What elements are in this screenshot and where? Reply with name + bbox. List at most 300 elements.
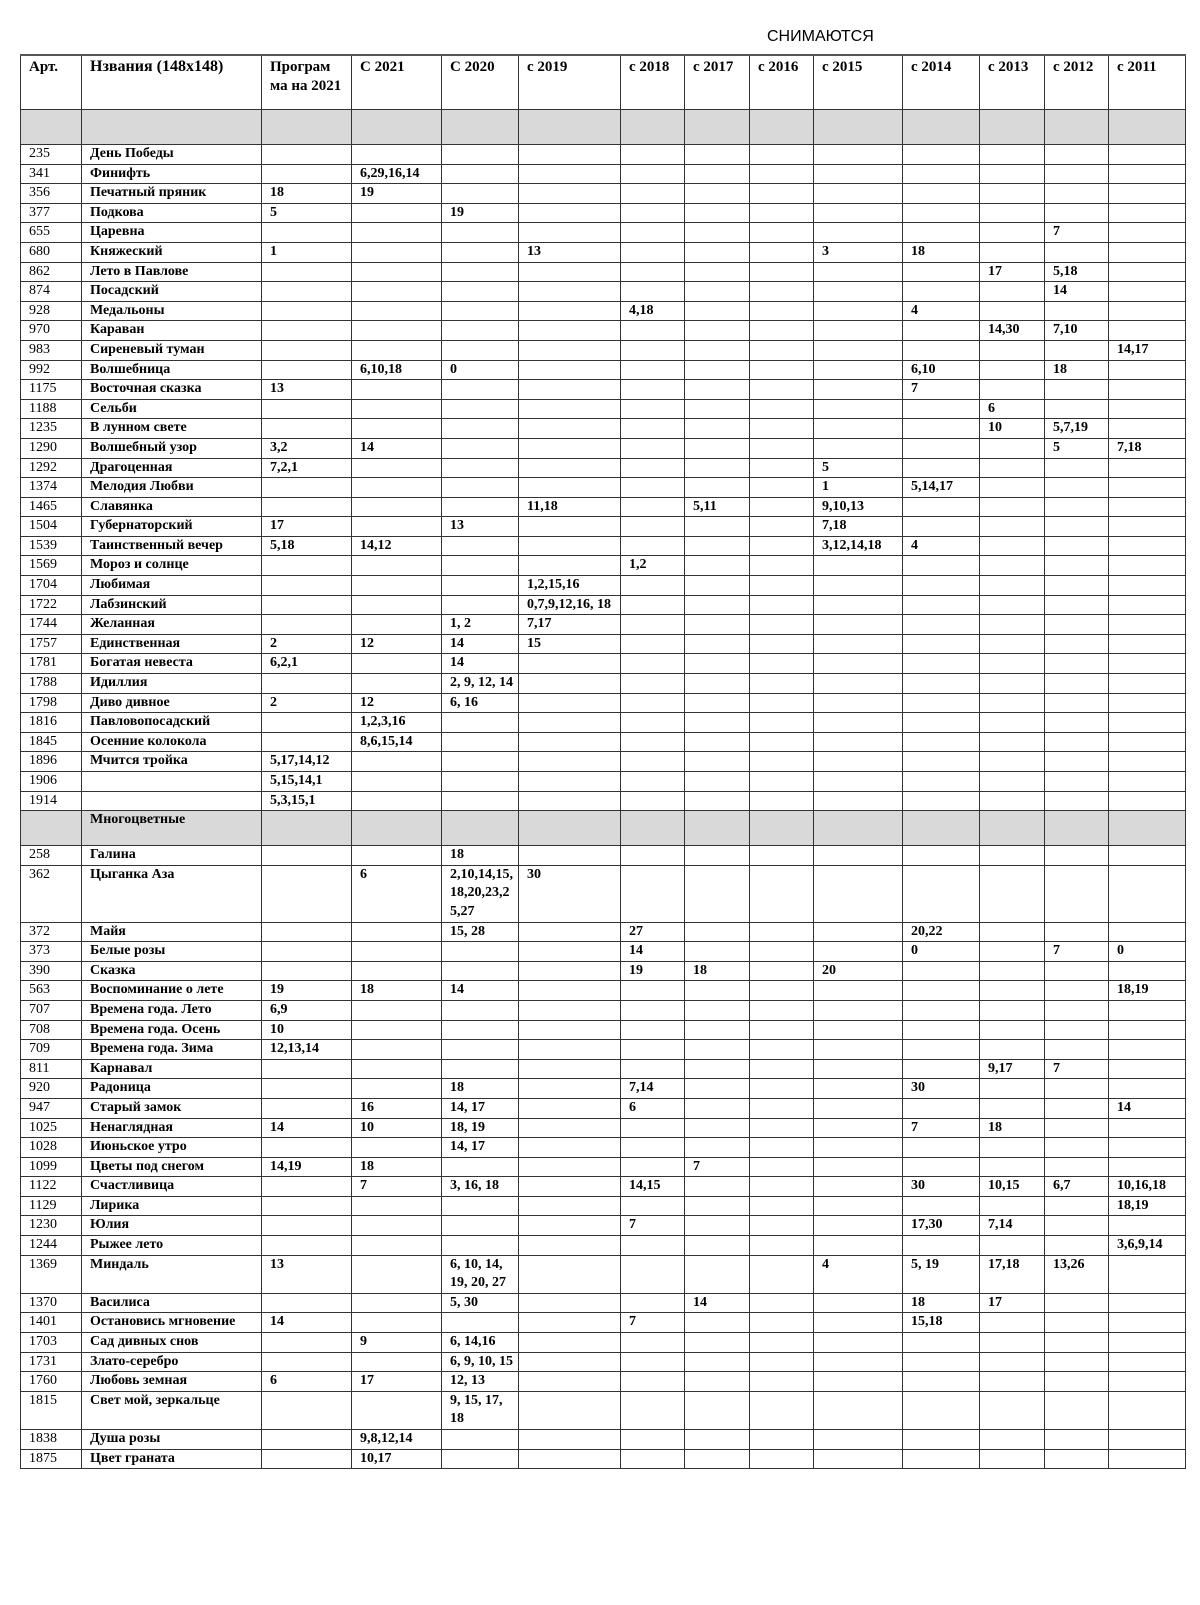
cell-since-2011 bbox=[1109, 693, 1186, 713]
cell-since-2019 bbox=[519, 478, 621, 498]
cell-since-2017 bbox=[685, 811, 750, 846]
cell-since-2014 bbox=[903, 1040, 980, 1060]
cell-since-2014: 0 bbox=[903, 942, 980, 962]
cell-since-2013 bbox=[980, 242, 1045, 262]
table-row bbox=[21, 438, 1186, 458]
cell-since-2017 bbox=[685, 922, 750, 942]
cell-art: 1099 bbox=[21, 1157, 82, 1177]
cell-name bbox=[82, 110, 262, 145]
cell-since-2016 bbox=[750, 654, 814, 674]
cell-since-2017 bbox=[685, 713, 750, 733]
cell-since-2017 bbox=[685, 1098, 750, 1118]
cell-program-2021: 5,18 bbox=[262, 536, 352, 556]
cell-name: Осенние колокола bbox=[82, 732, 262, 752]
table-row bbox=[21, 282, 1186, 302]
cell-since-2011 bbox=[1109, 752, 1186, 772]
cell-since-2012 bbox=[1045, 340, 1109, 360]
table-row bbox=[21, 1196, 1186, 1216]
table-row bbox=[21, 1333, 1186, 1353]
cell-since-2017 bbox=[685, 399, 750, 419]
cell-since-2012 bbox=[1045, 242, 1109, 262]
cell-since-2021 bbox=[352, 674, 442, 694]
cell-art: 1290 bbox=[21, 438, 82, 458]
cell-since-2018 bbox=[621, 145, 685, 165]
cell-art: 1025 bbox=[21, 1118, 82, 1138]
cell-since-2020: 14 bbox=[442, 634, 519, 654]
cell-since-2016 bbox=[750, 1216, 814, 1236]
cell-since-2012 bbox=[1045, 497, 1109, 517]
cell-since-2017 bbox=[685, 556, 750, 576]
cell-name: Многоцветные bbox=[82, 811, 262, 846]
cell-since-2018: 14,15 bbox=[621, 1177, 685, 1197]
cell-since-2018: 27 bbox=[621, 922, 685, 942]
cell-program-2021 bbox=[262, 1293, 352, 1313]
cell-since-2011 bbox=[1109, 1333, 1186, 1353]
cell-since-2018 bbox=[621, 791, 685, 811]
cell-since-2018 bbox=[621, 1293, 685, 1313]
cell-name: Финифть bbox=[82, 164, 262, 184]
cell-program-2021 bbox=[262, 399, 352, 419]
cell-since-2016 bbox=[750, 262, 814, 282]
cell-since-2014 bbox=[903, 282, 980, 302]
cell-since-2015 bbox=[814, 282, 903, 302]
cell-since-2015 bbox=[814, 981, 903, 1001]
cell-since-2021: 12 bbox=[352, 634, 442, 654]
cell-since-2013 bbox=[980, 1138, 1045, 1158]
cell-since-2016 bbox=[750, 615, 814, 635]
cell-since-2011 bbox=[1109, 772, 1186, 792]
cell-since-2021: 14 bbox=[352, 438, 442, 458]
cell-since-2012: 18 bbox=[1045, 360, 1109, 380]
cell-since-2016 bbox=[750, 282, 814, 302]
cell-since-2013 bbox=[980, 595, 1045, 615]
cell-art: 1539 bbox=[21, 536, 82, 556]
cell-since-2011 bbox=[1109, 478, 1186, 498]
table-row bbox=[21, 458, 1186, 478]
cell-since-2016 bbox=[750, 1352, 814, 1372]
cell-since-2015 bbox=[814, 184, 903, 204]
cell-since-2013 bbox=[980, 1372, 1045, 1392]
cell-since-2015 bbox=[814, 752, 903, 772]
cell-since-2014 bbox=[903, 772, 980, 792]
cell-since-2013: 17,18 bbox=[980, 1255, 1045, 1293]
cell-since-2021 bbox=[352, 1293, 442, 1313]
cell-since-2018 bbox=[621, 1196, 685, 1216]
cell-since-2018 bbox=[621, 321, 685, 341]
cell-since-2020: 9, 15, 17, 18 bbox=[442, 1391, 519, 1429]
cell-since-2019 bbox=[519, 110, 621, 145]
cell-since-2020 bbox=[442, 380, 519, 400]
cell-since-2018: 19 bbox=[621, 961, 685, 981]
cell-since-2020: 3, 16, 18 bbox=[442, 1177, 519, 1197]
cell-since-2016 bbox=[750, 242, 814, 262]
cell-since-2018 bbox=[621, 1372, 685, 1392]
cell-since-2015 bbox=[814, 438, 903, 458]
cell-since-2020 bbox=[442, 595, 519, 615]
cell-since-2017 bbox=[685, 772, 750, 792]
cell-since-2011 bbox=[1109, 380, 1186, 400]
cell-since-2012 bbox=[1045, 1236, 1109, 1256]
cell-since-2016 bbox=[750, 438, 814, 458]
cell-program-2021: 10 bbox=[262, 1020, 352, 1040]
cell-since-2015 bbox=[814, 1196, 903, 1216]
cell-since-2014: 18 bbox=[903, 1293, 980, 1313]
cell-since-2013 bbox=[980, 1449, 1045, 1469]
table-row bbox=[21, 693, 1186, 713]
cell-program-2021 bbox=[262, 360, 352, 380]
cell-since-2021 bbox=[352, 1196, 442, 1216]
cell-since-2013 bbox=[980, 615, 1045, 635]
cell-art: 1704 bbox=[21, 576, 82, 596]
cell-since-2016 bbox=[750, 595, 814, 615]
cell-since-2013 bbox=[980, 438, 1045, 458]
cell-since-2016 bbox=[750, 713, 814, 733]
cell-since-2017: 7 bbox=[685, 1157, 750, 1177]
cell-art: 707 bbox=[21, 1000, 82, 1020]
cell-art: 1838 bbox=[21, 1430, 82, 1450]
table-row bbox=[21, 981, 1186, 1001]
cell-since-2017 bbox=[685, 1040, 750, 1060]
cell-since-2020: 18, 19 bbox=[442, 1118, 519, 1138]
cell-since-2012 bbox=[1045, 981, 1109, 1001]
cell-program-2021: 5,15,14,1 bbox=[262, 772, 352, 792]
cell-since-2019 bbox=[519, 203, 621, 223]
cell-name: Восточная сказка bbox=[82, 380, 262, 400]
cell-since-2017 bbox=[685, 865, 750, 922]
cell-since-2019 bbox=[519, 1098, 621, 1118]
cell-since-2019 bbox=[519, 752, 621, 772]
cell-art: 1504 bbox=[21, 517, 82, 537]
cell-since-2021 bbox=[352, 556, 442, 576]
cell-since-2016 bbox=[750, 145, 814, 165]
cell-since-2021 bbox=[352, 752, 442, 772]
cell-since-2019 bbox=[519, 1391, 621, 1429]
cell-since-2016 bbox=[750, 1255, 814, 1293]
cell-since-2011 bbox=[1109, 576, 1186, 596]
cell-since-2011 bbox=[1109, 1000, 1186, 1020]
cell-since-2017 bbox=[685, 1079, 750, 1099]
cell-since-2012 bbox=[1045, 164, 1109, 184]
cell-name: Июньское утро bbox=[82, 1138, 262, 1158]
cell-since-2021: 8,6,15,14 bbox=[352, 732, 442, 752]
cell-since-2014: 20,22 bbox=[903, 922, 980, 942]
cell-since-2013 bbox=[980, 772, 1045, 792]
cell-since-2018 bbox=[621, 478, 685, 498]
cell-since-2019 bbox=[519, 981, 621, 1001]
cell-since-2016 bbox=[750, 380, 814, 400]
cell-since-2018 bbox=[621, 865, 685, 922]
cell-since-2016 bbox=[750, 399, 814, 419]
cell-since-2015 bbox=[814, 1216, 903, 1236]
cell-since-2015 bbox=[814, 811, 903, 846]
cell-program-2021 bbox=[262, 942, 352, 962]
cell-since-2020: 12, 13 bbox=[442, 1372, 519, 1392]
cell-since-2017 bbox=[685, 942, 750, 962]
table-row bbox=[21, 203, 1186, 223]
cell-since-2021 bbox=[352, 282, 442, 302]
cell-since-2018 bbox=[621, 380, 685, 400]
cell-since-2019 bbox=[519, 1040, 621, 1060]
cell-since-2011 bbox=[1109, 732, 1186, 752]
cell-since-2013 bbox=[980, 282, 1045, 302]
cell-program-2021 bbox=[262, 1333, 352, 1353]
cell-since-2019 bbox=[519, 1118, 621, 1138]
cell-program-2021 bbox=[262, 110, 352, 145]
cell-since-2016 bbox=[750, 922, 814, 942]
table-row bbox=[21, 1098, 1186, 1118]
cell-program-2021: 5 bbox=[262, 203, 352, 223]
table-row bbox=[21, 1352, 1186, 1372]
cell-since-2011 bbox=[1109, 1020, 1186, 1040]
cell-art: 708 bbox=[21, 1020, 82, 1040]
cell-since-2013 bbox=[980, 1040, 1045, 1060]
cell-since-2017 bbox=[685, 1177, 750, 1197]
cell-since-2020: 19 bbox=[442, 203, 519, 223]
cell-since-2020 bbox=[442, 1449, 519, 1469]
cell-since-2019 bbox=[519, 654, 621, 674]
cell-since-2017 bbox=[685, 536, 750, 556]
cell-since-2021 bbox=[352, 1079, 442, 1099]
cell-since-2012 bbox=[1045, 399, 1109, 419]
cell-since-2016 bbox=[750, 1236, 814, 1256]
cell-since-2016 bbox=[750, 419, 814, 439]
cell-name: Злато-серебро bbox=[82, 1352, 262, 1372]
cell-since-2020 bbox=[442, 1059, 519, 1079]
cell-since-2014 bbox=[903, 1352, 980, 1372]
cell-since-2013 bbox=[980, 865, 1045, 922]
cell-since-2011 bbox=[1109, 713, 1186, 733]
cell-since-2011 bbox=[1109, 1040, 1186, 1060]
cell-since-2019 bbox=[519, 1216, 621, 1236]
cell-name: Павловопосадский bbox=[82, 713, 262, 733]
cell-since-2011 bbox=[1109, 419, 1186, 439]
cell-since-2014 bbox=[903, 458, 980, 478]
cell-since-2013 bbox=[980, 340, 1045, 360]
cell-since-2013 bbox=[980, 1313, 1045, 1333]
cell-since-2016 bbox=[750, 1430, 814, 1450]
cell-since-2020: 14, 17 bbox=[442, 1138, 519, 1158]
cell-since-2016 bbox=[750, 811, 814, 846]
cell-since-2012 bbox=[1045, 1118, 1109, 1138]
cell-art: 1781 bbox=[21, 654, 82, 674]
cell-program-2021: 6,9 bbox=[262, 1000, 352, 1020]
cell-since-2014: 30 bbox=[903, 1177, 980, 1197]
cell-since-2016 bbox=[750, 1391, 814, 1429]
cell-since-2012 bbox=[1045, 1372, 1109, 1392]
table-row bbox=[21, 615, 1186, 635]
cell-since-2016 bbox=[750, 223, 814, 243]
cell-since-2017 bbox=[685, 458, 750, 478]
cell-since-2020 bbox=[442, 399, 519, 419]
cell-since-2018 bbox=[621, 846, 685, 866]
cell-since-2011 bbox=[1109, 595, 1186, 615]
cell-since-2018 bbox=[621, 1449, 685, 1469]
cell-since-2019 bbox=[519, 1196, 621, 1216]
cell-since-2015 bbox=[814, 1333, 903, 1353]
cell-art: 373 bbox=[21, 942, 82, 962]
table-row bbox=[21, 674, 1186, 694]
table-row bbox=[21, 497, 1186, 517]
cell-since-2013: 10,15 bbox=[980, 1177, 1045, 1197]
cell-since-2015 bbox=[814, 693, 903, 713]
cell-since-2013 bbox=[980, 1333, 1045, 1353]
cell-since-2013 bbox=[980, 732, 1045, 752]
column-header-since-2019: с 2019 bbox=[519, 55, 621, 110]
cell-since-2015 bbox=[814, 772, 903, 792]
cell-since-2019: 7,17 bbox=[519, 615, 621, 635]
cell-program-2021 bbox=[262, 1196, 352, 1216]
cell-since-2012 bbox=[1045, 791, 1109, 811]
cell-since-2012 bbox=[1045, 1430, 1109, 1450]
table-row bbox=[21, 1293, 1186, 1313]
cell-since-2014 bbox=[903, 1059, 980, 1079]
cell-since-2011 bbox=[1109, 203, 1186, 223]
cell-art: 235 bbox=[21, 145, 82, 165]
cell-name: Мчится тройка bbox=[82, 752, 262, 772]
cell-since-2018 bbox=[621, 164, 685, 184]
cell-since-2015 bbox=[814, 846, 903, 866]
cell-since-2020 bbox=[442, 1000, 519, 1020]
cell-since-2012: 7 bbox=[1045, 223, 1109, 243]
cell-since-2018: 7 bbox=[621, 1216, 685, 1236]
cell-program-2021: 6 bbox=[262, 1372, 352, 1392]
cell-art: 362 bbox=[21, 865, 82, 922]
cell-program-2021 bbox=[262, 961, 352, 981]
cell-since-2021 bbox=[352, 1000, 442, 1020]
cell-art: 1369 bbox=[21, 1255, 82, 1293]
cell-since-2014 bbox=[903, 752, 980, 772]
cell-since-2020: 14 bbox=[442, 981, 519, 1001]
cell-since-2012: 14 bbox=[1045, 282, 1109, 302]
cell-since-2014 bbox=[903, 1449, 980, 1469]
cell-since-2011 bbox=[1109, 1391, 1186, 1429]
cell-since-2021 bbox=[352, 1040, 442, 1060]
cell-since-2012 bbox=[1045, 1157, 1109, 1177]
cell-since-2014 bbox=[903, 791, 980, 811]
cell-since-2017 bbox=[685, 595, 750, 615]
cell-art: 1370 bbox=[21, 1293, 82, 1313]
cell-art: 970 bbox=[21, 321, 82, 341]
cell-since-2021 bbox=[352, 478, 442, 498]
cell-name: Душа розы bbox=[82, 1430, 262, 1450]
cell-since-2021 bbox=[352, 399, 442, 419]
cell-since-2016 bbox=[750, 203, 814, 223]
cell-name: Лето в Павлове bbox=[82, 262, 262, 282]
cell-since-2019: 15 bbox=[519, 634, 621, 654]
cell-since-2019 bbox=[519, 811, 621, 846]
cell-name: День Победы bbox=[82, 145, 262, 165]
cell-since-2014 bbox=[903, 1196, 980, 1216]
table-row bbox=[21, 654, 1186, 674]
table-row bbox=[21, 922, 1186, 942]
cell-since-2021 bbox=[352, 340, 442, 360]
cell-since-2017 bbox=[685, 1352, 750, 1372]
cell-program-2021 bbox=[262, 321, 352, 341]
table-row bbox=[21, 942, 1186, 962]
cell-since-2018: 1,2 bbox=[621, 556, 685, 576]
cell-since-2019 bbox=[519, 1138, 621, 1158]
cell-name: Миндаль bbox=[82, 1255, 262, 1293]
cell-since-2021: 9 bbox=[352, 1333, 442, 1353]
cell-since-2013: 6 bbox=[980, 399, 1045, 419]
cell-since-2018 bbox=[621, 615, 685, 635]
cell-since-2012: 7,10 bbox=[1045, 321, 1109, 341]
cell-since-2017 bbox=[685, 1236, 750, 1256]
cell-art: 390 bbox=[21, 961, 82, 981]
table-row bbox=[21, 595, 1186, 615]
cell-since-2014 bbox=[903, 145, 980, 165]
cell-since-2013 bbox=[980, 164, 1045, 184]
cell-since-2014 bbox=[903, 1020, 980, 1040]
cell-art: 372 bbox=[21, 922, 82, 942]
cell-program-2021 bbox=[262, 846, 352, 866]
cell-since-2012 bbox=[1045, 1449, 1109, 1469]
cell-since-2017 bbox=[685, 634, 750, 654]
cell-since-2013 bbox=[980, 674, 1045, 694]
cell-since-2011 bbox=[1109, 1449, 1186, 1469]
cell-since-2021: 18 bbox=[352, 981, 442, 1001]
cell-since-2011 bbox=[1109, 1430, 1186, 1450]
cell-since-2012: 13,26 bbox=[1045, 1255, 1109, 1293]
cell-since-2020: 6, 9, 10, 15 bbox=[442, 1352, 519, 1372]
cell-since-2012 bbox=[1045, 536, 1109, 556]
cell-program-2021 bbox=[262, 1449, 352, 1469]
cell-since-2021 bbox=[352, 961, 442, 981]
cell-program-2021 bbox=[262, 301, 352, 321]
cell-since-2020 bbox=[442, 791, 519, 811]
cell-name: Мороз и солнце bbox=[82, 556, 262, 576]
cell-name: Старый замок bbox=[82, 1098, 262, 1118]
table-body bbox=[21, 110, 1186, 1469]
cell-since-2018 bbox=[621, 1040, 685, 1060]
cell-program-2021: 14 bbox=[262, 1313, 352, 1333]
cell-since-2017 bbox=[685, 438, 750, 458]
cell-since-2012 bbox=[1045, 811, 1109, 846]
cell-since-2020 bbox=[442, 321, 519, 341]
cell-since-2011 bbox=[1109, 556, 1186, 576]
cell-since-2019 bbox=[519, 438, 621, 458]
cell-name: Белые розы bbox=[82, 942, 262, 962]
cell-since-2018 bbox=[621, 497, 685, 517]
cell-since-2013 bbox=[980, 360, 1045, 380]
cell-since-2017 bbox=[685, 184, 750, 204]
cell-since-2020 bbox=[442, 223, 519, 243]
table-row bbox=[21, 1430, 1186, 1450]
cell-since-2020 bbox=[442, 242, 519, 262]
cell-since-2011 bbox=[1109, 497, 1186, 517]
cell-since-2011 bbox=[1109, 282, 1186, 302]
cell-since-2014 bbox=[903, 713, 980, 733]
cell-since-2019 bbox=[519, 1449, 621, 1469]
cell-since-2012 bbox=[1045, 556, 1109, 576]
cell-name: Карнавал bbox=[82, 1059, 262, 1079]
table-row bbox=[21, 536, 1186, 556]
table-row bbox=[21, 1118, 1186, 1138]
cell-since-2021: 6,10,18 bbox=[352, 360, 442, 380]
column-header-since-2011: с 2011 bbox=[1109, 55, 1186, 110]
cell-since-2016 bbox=[750, 164, 814, 184]
cell-art: 1374 bbox=[21, 478, 82, 498]
cell-since-2015 bbox=[814, 1157, 903, 1177]
cell-since-2013 bbox=[980, 1391, 1045, 1429]
cell-since-2015: 3,12,14,18 bbox=[814, 536, 903, 556]
cell-since-2012 bbox=[1045, 1079, 1109, 1099]
cell-since-2019 bbox=[519, 399, 621, 419]
cell-since-2017 bbox=[685, 1333, 750, 1353]
table-row bbox=[21, 242, 1186, 262]
cell-art: 1230 bbox=[21, 1216, 82, 1236]
cell-since-2019 bbox=[519, 419, 621, 439]
